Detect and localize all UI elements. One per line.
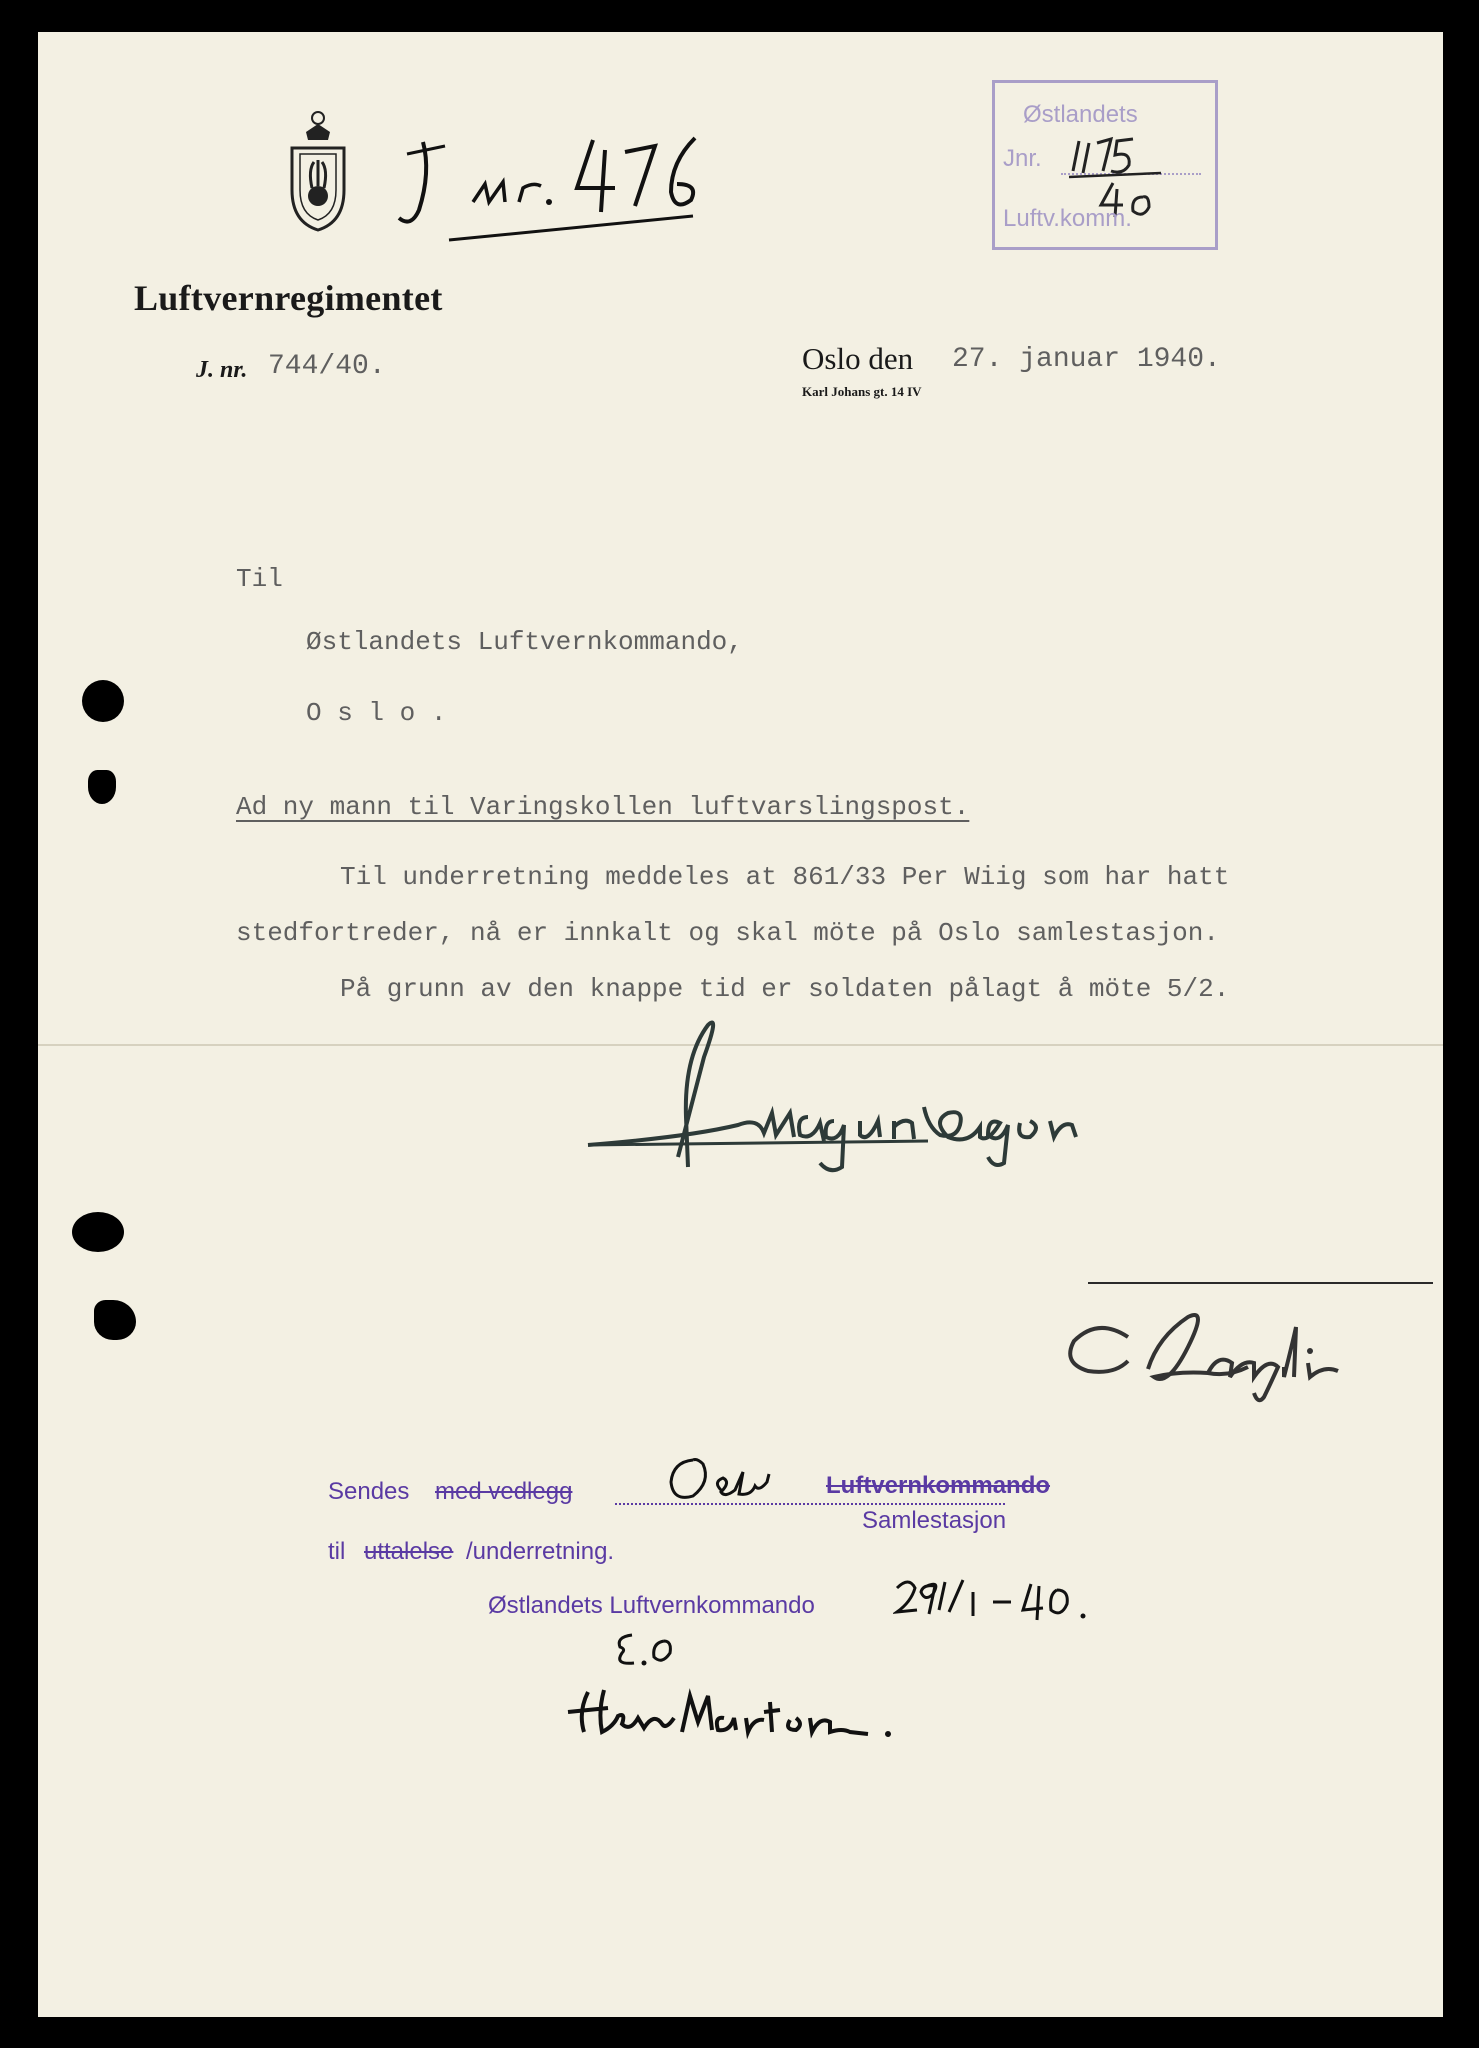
forward-underretning: /underretning.: [466, 1538, 615, 1565]
handwritten-destination: [663, 1452, 783, 1512]
letterhead-address: Karl Johans gt. 14 IV: [802, 384, 922, 399]
forward-sendes: Sendes: [328, 1478, 410, 1505]
recipient-name: Østlandets Luftvernkommando,: [306, 627, 743, 657]
signature-third: [558, 1672, 918, 1752]
signature-rule: [1088, 1282, 1433, 1284]
letterhead-org: Luftvernregimentet: [134, 278, 443, 318]
jnr-value: 744/40.: [268, 351, 386, 382]
crest-logo-icon: [278, 104, 358, 234]
handwritten-eo: [608, 1627, 688, 1672]
body-line-2: stedfortreder, nå er innkalt og skal möte på Oslo samlestasjon.: [236, 918, 1219, 948]
jnr-label: J. nr.: [196, 357, 248, 383]
handwritten-jnr-mark: [393, 132, 713, 252]
recipient-til: Til: [236, 564, 283, 594]
recipient-city: O s l o .: [306, 698, 447, 728]
punch-hole: [72, 1212, 124, 1252]
punch-hole: [82, 680, 124, 722]
place-label: Oslo den: [802, 341, 914, 376]
stamp-line1: Østlandets: [1023, 101, 1138, 128]
body-line-3: På grunn av den knappe tid er soldaten pålagt å möte 5/2.: [340, 974, 1230, 1004]
body-line-1: Til underretning meddeles at 861/33 Per Wiig som har hatt: [340, 862, 1230, 892]
forward-luftvernkommando: Luftvernkommando: [826, 1472, 1051, 1499]
stamp-jnr-label: Jnr.: [1003, 145, 1042, 172]
handwritten-forward-date: [893, 1572, 1113, 1632]
signature-main: [568, 1017, 1128, 1187]
forward-til: til: [328, 1538, 346, 1565]
forward-med-vedlegg: med vedlegg: [435, 1478, 573, 1505]
forward-uttalelse: uttalelse: [364, 1538, 454, 1565]
forward-samlestasjon: Samlestasjon: [862, 1507, 1007, 1534]
punch-hole: [88, 770, 116, 804]
letter-page: [38, 32, 1443, 2017]
letter-date: 27. januar 1940.: [952, 344, 1221, 375]
forward-office: Østlandets Luftvernkommando: [488, 1592, 815, 1619]
subject-line: Ad ny mann til Varingskollen luftvarslingspost.: [236, 792, 970, 822]
signature-second: [1058, 1297, 1358, 1407]
stamp-line3: Luftv.komm.: [1003, 205, 1132, 232]
received-stamp: [992, 80, 1218, 250]
punch-hole: [94, 1300, 136, 1340]
